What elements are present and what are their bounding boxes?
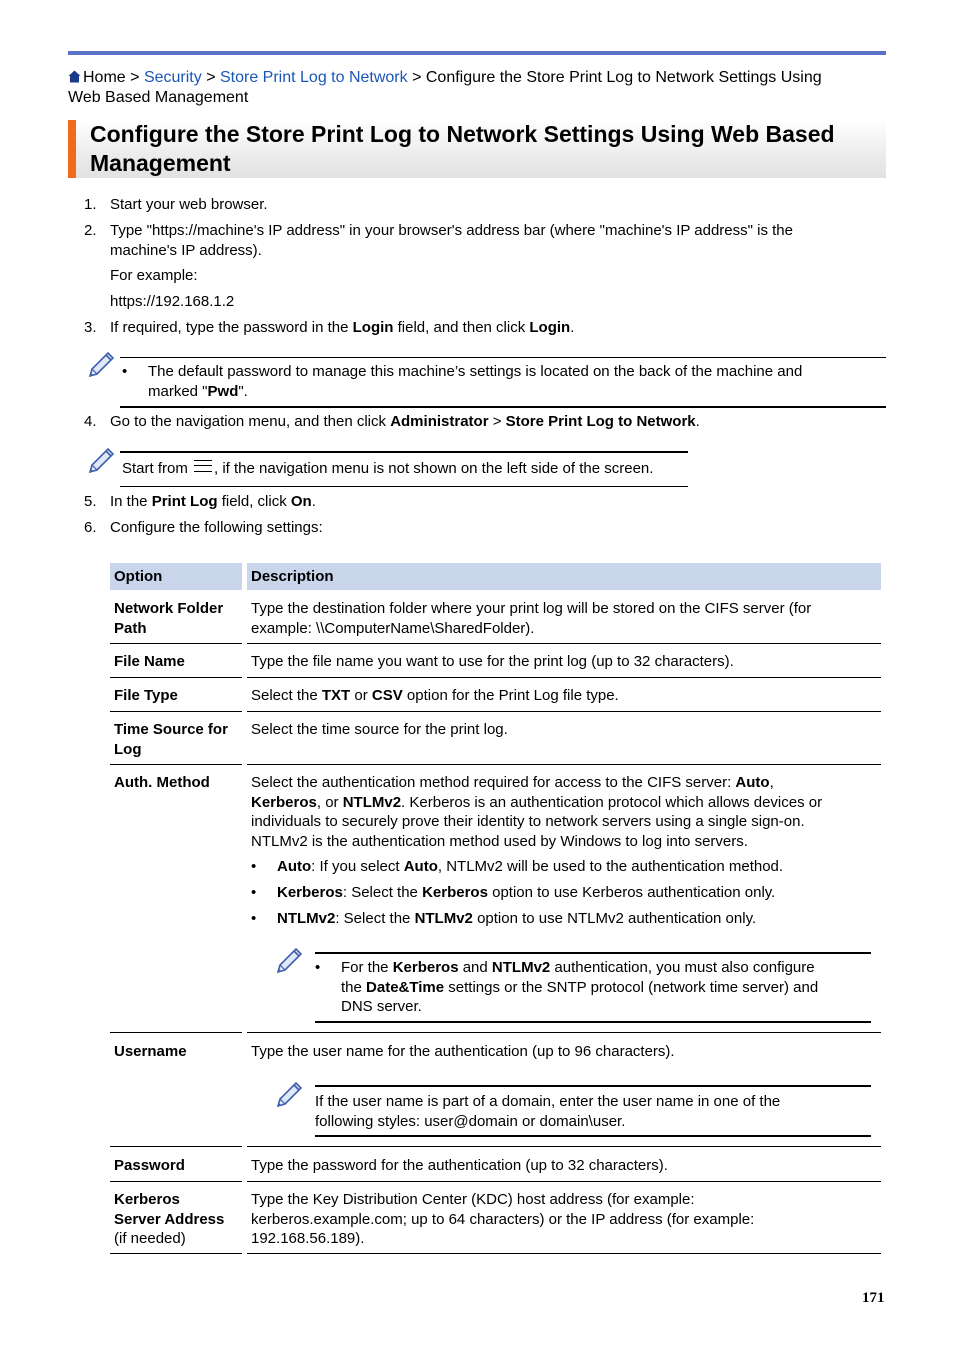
step-text: If required, type the password in the Login field, and then click Login. xyxy=(110,319,575,336)
breadcrumb-home[interactable]: Home xyxy=(83,69,126,86)
table-row-option: File Name xyxy=(114,653,185,670)
pencil-note-icon xyxy=(86,348,118,380)
title-marker xyxy=(68,120,76,178)
table-row-option: Time Source for Log xyxy=(114,721,228,758)
table-row-option: Kerberos Server Address (if needed) xyxy=(114,1191,225,1247)
home-icon xyxy=(68,70,81,83)
step-text: Configure the following settings: xyxy=(110,519,323,536)
note-top-rule xyxy=(315,1085,871,1087)
page-title-line2: Management xyxy=(90,150,231,176)
note-text: If the user name is part of a domain, enter the user name in one of the following styles: user@domain or domain\user. xyxy=(315,1093,781,1130)
list-bullet: • xyxy=(251,858,257,875)
step-number: 4. xyxy=(84,413,97,430)
hamburger-menu-icon xyxy=(194,460,212,472)
table-row-option: Username xyxy=(114,1043,187,1060)
list-item: Kerberos: Select the Kerberos option to use Kerberos authentication only. xyxy=(277,884,776,901)
table-row-description: Type the user name for the authentication (up to 96 characters). xyxy=(251,1043,675,1060)
table-row-description: Type the password for the authentication (up to 32 characters). xyxy=(251,1157,668,1174)
row-divider xyxy=(247,1146,881,1147)
breadcrumb-current: > Configure the Store Print Log to Network Settings Using xyxy=(412,69,822,86)
note-text: The default password to manage this machine’s settings is located on the back of the machine and marked "Pwd". xyxy=(148,363,803,400)
step-number: 3. xyxy=(84,319,97,336)
row-divider xyxy=(247,1181,881,1182)
table-row-option: Auth. Method xyxy=(114,774,210,791)
note-bottom-rule xyxy=(315,1021,871,1023)
page-title xyxy=(90,120,870,178)
table-row-option: Network Folder Path xyxy=(114,600,224,637)
table-header-description: Description xyxy=(247,563,881,590)
note-bottom-rule xyxy=(120,406,886,408)
step-text: Start your web browser. xyxy=(110,196,268,213)
pencil-note-icon xyxy=(274,944,306,976)
list-item: NTLMv2: Select the NTLMv2 option to use NTLMv2 authentication only. xyxy=(277,910,757,927)
row-divider xyxy=(247,711,881,712)
table-row-description: Select the time source for the print log. xyxy=(251,721,508,738)
table-row-option: File Type xyxy=(114,687,178,704)
note-bottom-rule xyxy=(120,486,688,487)
breadcrumb-separator: > xyxy=(206,69,216,86)
note-bottom-rule xyxy=(315,1135,871,1137)
row-divider xyxy=(247,1253,881,1254)
note-top-rule xyxy=(120,357,886,358)
list-bullet: • xyxy=(251,884,257,901)
breadcrumb-security-link[interactable]: Security xyxy=(143,69,202,86)
breadcrumb-current-cont: Web Based Management xyxy=(68,89,249,106)
pencil-note-icon xyxy=(86,444,118,476)
page-title-line1: Configure the Store Print Log to Network Settings Using Web Based xyxy=(90,121,835,147)
row-divider xyxy=(247,764,881,765)
pencil-note-icon xyxy=(274,1078,306,1110)
row-divider xyxy=(247,643,881,644)
list-bullet: • xyxy=(251,910,257,927)
table-header-option: Option xyxy=(110,563,242,590)
note-top-rule xyxy=(315,952,871,954)
breadcrumb-store-print-log-link[interactable]: Store Print Log to Network xyxy=(219,69,408,86)
note-bullet: • xyxy=(122,363,128,380)
row-divider xyxy=(110,1181,242,1182)
row-divider xyxy=(110,1032,242,1033)
note-bullet: • xyxy=(315,959,321,976)
row-divider xyxy=(110,711,242,712)
row-divider xyxy=(110,1146,242,1147)
row-divider xyxy=(110,643,242,644)
row-divider xyxy=(110,677,242,678)
breadcrumb-separator: > xyxy=(130,69,140,86)
breadcrumb xyxy=(68,68,886,108)
row-divider xyxy=(110,1253,242,1254)
table-row-option: Password xyxy=(114,1157,185,1174)
row-divider xyxy=(110,764,242,765)
row-divider xyxy=(247,677,881,678)
step-number: 6. xyxy=(84,519,97,536)
step-text: In the Print Log field, click On. xyxy=(110,493,316,510)
table-row-description: Select the authentication method required for access to the CIFS server: Auto, Kerberos, or NTLMv2. Kerberos is an authentication protocol which allows devices or individuals to securely prove their identity to network servers using a single sign-on. NTLMv2 is the authentication method used by Windows to log into servers. xyxy=(251,774,823,850)
note-top-rule xyxy=(120,451,688,453)
step-text: Go to the navigation menu, and then click Administrator > Store Print Log to Network. xyxy=(110,413,700,430)
step-number: 5. xyxy=(84,493,97,510)
table-row-description: Select the TXT or CSV option for the Print Log file type. xyxy=(251,687,619,704)
page-title-box xyxy=(68,120,886,178)
table-row-description: Type the file name you want to use for the print log (up to 32 characters). xyxy=(251,653,734,670)
example-label: For example: xyxy=(110,267,198,284)
step-number: 2. xyxy=(84,222,97,239)
note-text: For the Kerberos and NTLMv2 authentication, you must also configure the Date&Time settings or the SNTP protocol (network time server) and DNS server. xyxy=(341,959,819,1015)
table-row-description: Type the destination folder where your print log will be stored on the CIFS server (for example: \\ComputerName\SharedFolder). xyxy=(251,600,812,637)
top-accent-bar xyxy=(68,51,886,55)
step-number: 1. xyxy=(84,196,97,213)
list-item: Auto: If you select Auto, NTLMv2 will be used to the authentication method. xyxy=(277,858,784,875)
table-row-description: Type the Key Distribution Center (KDC) host address (for example: kerberos.example.com; up to 64 characters) or the IP address (for example: 192.168.56.189). xyxy=(251,1191,755,1247)
page-number: 171 xyxy=(862,1290,885,1306)
row-divider xyxy=(247,1032,881,1033)
example-url: https://192.168.1.2 xyxy=(110,293,235,310)
step-text: Type "https://machine's IP address" in your browser's address bar (where "machine's IP address" is the machine's IP address). xyxy=(110,222,793,259)
note-text: Start from , if the navigation menu is not shown on the left side of the screen. xyxy=(122,460,654,477)
